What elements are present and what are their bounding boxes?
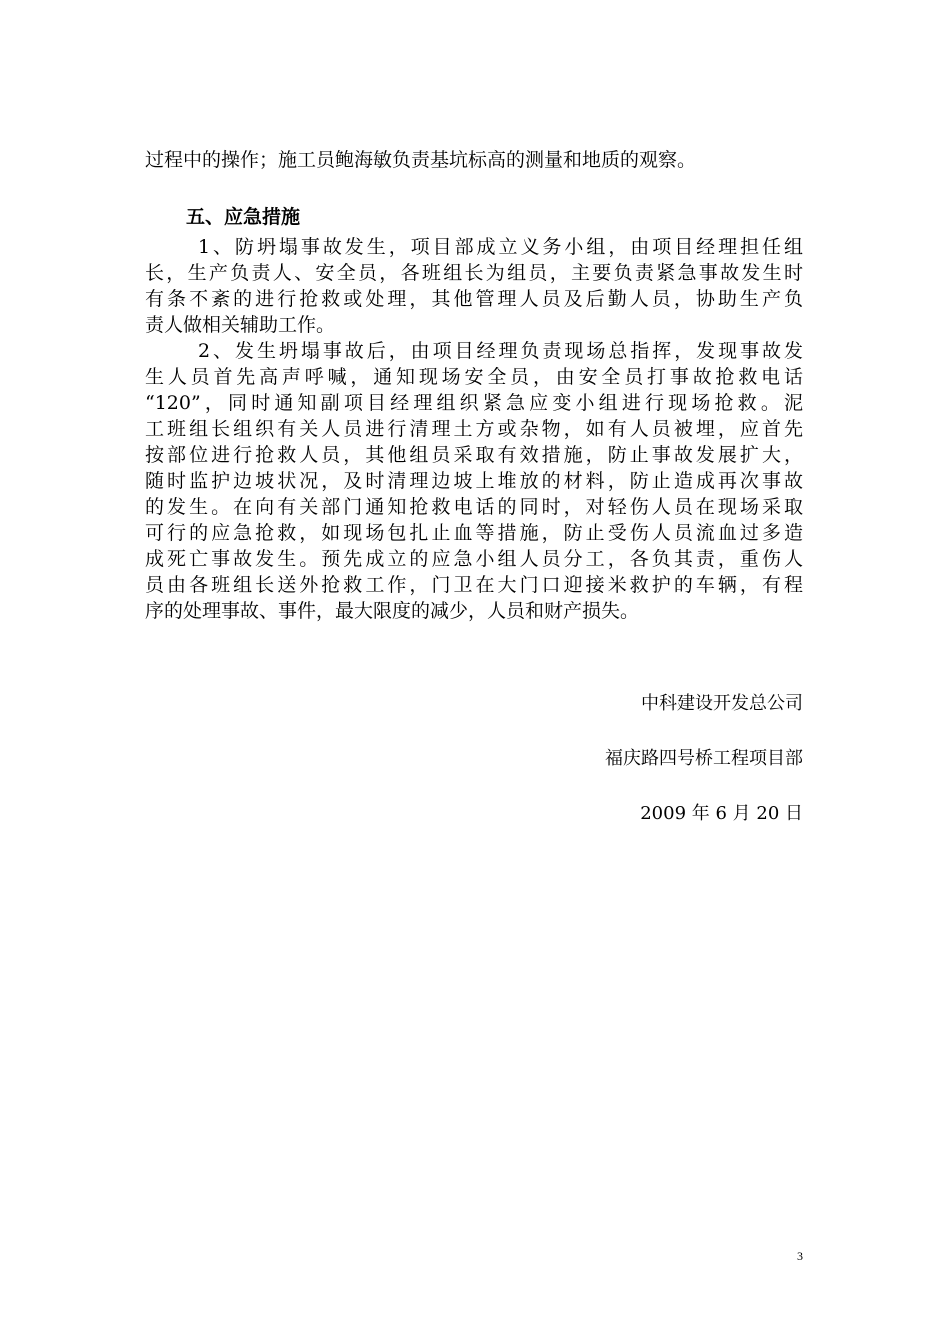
paragraph-line: 的发生。在向有关部门通知抢救电话的同时，对轻伤人员在现场采取 <box>145 496 803 518</box>
signature-department: 福庆路四号桥工程项目部 <box>605 748 803 769</box>
page-number: 3 <box>797 1249 803 1263</box>
paragraph-line: 1、防坍塌事故发生，项目部成立义务小组，由项目经理担任组 <box>198 236 803 258</box>
paragraph-line: 员由各班组长送外抢救工作，门卫在大门口迎接米救护的车辆，有程 <box>145 574 803 596</box>
section-heading: 五、应急措施 <box>186 206 301 228</box>
paragraph-line: “120”，同时通知副项目经理组织紧急应变小组进行现场抢救。泥 <box>145 392 803 414</box>
paragraph-line: 工班组长组织有关人员进行清理土方或杂物，如有人员被埋，应首先 <box>145 418 803 440</box>
paragraph-line: 有条不紊的进行抢救或处理，其他管理人员及后勤人员，协助生产负 <box>145 288 803 310</box>
signature-date: 2009 年 6 月 20 日 <box>640 803 803 824</box>
paragraph-line: 序的处理事故、事件，最大限度的减少，人员和财产损失。 <box>145 600 640 622</box>
paragraph-line: 过程中的操作；施工员鲍海敏负责基坑标高的测量和地质的观察。 <box>145 149 697 171</box>
paragraph-line: 生人员首先高声呼喊，通知现场安全员，由安全员打事故抢救电话 <box>145 366 803 388</box>
signature-company: 中科建设开发总公司 <box>641 693 803 714</box>
paragraph-line: 按部位进行抢救人员，其他组员采取有效措施，防止事故发展扩大， <box>145 444 803 466</box>
paragraph-line: 可行的应急抢救，如现场包扎止血等措施，防止受伤人员流血过多造 <box>145 522 803 544</box>
paragraph-line: 责人做相关辅助工作。 <box>145 314 336 336</box>
paragraph-line: 2、发生坍塌事故后，由项目经理负责现场总指挥，发现事故发 <box>198 340 803 362</box>
paragraph-line: 成死亡事故发生。预先成立的应急小组人员分工，各负其责，重伤人 <box>145 548 803 570</box>
paragraph-line: 长，生产负责人、安全员，各班组长为组员，主要负责紧急事故发生时 <box>145 262 803 284</box>
paragraph-line: 随时监护边坡状况，及时清理边坡上堆放的材料，防止造成再次事故 <box>145 470 803 492</box>
